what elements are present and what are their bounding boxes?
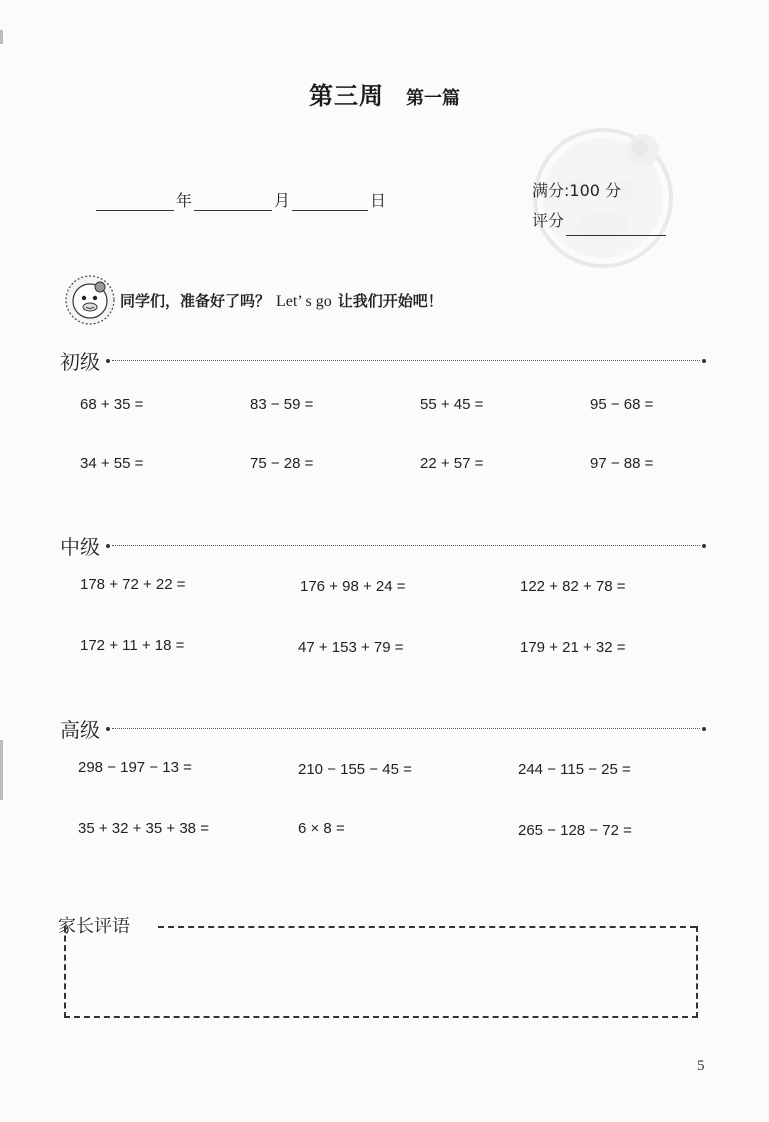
dotted-rule (112, 545, 700, 546)
section-subtitle: 第一篇 (406, 88, 460, 109)
date-row (96, 188, 388, 211)
problem: 55 + 45 = (420, 396, 484, 413)
week-title: 第三周 (309, 82, 384, 110)
problem: 22 + 57 = (420, 455, 484, 472)
problem: 244 − 115 − 25 = (518, 761, 631, 778)
problem: 172 + 11 + 18 = (80, 637, 185, 654)
bullet-dot (106, 727, 110, 731)
problem: 210 − 155 − 45 = (298, 761, 412, 778)
problem: 83 − 59 = (250, 396, 314, 413)
bullet-dot (106, 359, 110, 363)
year-label: 年 (176, 191, 193, 210)
bullet-dot (702, 359, 706, 363)
page-number: 5 (697, 1058, 705, 1074)
score-block (532, 176, 666, 236)
year-blank[interactable] (96, 192, 174, 211)
problem: 298 − 197 − 13 = (78, 759, 192, 776)
problem: 68 + 35 = (80, 396, 144, 413)
problem: 176 + 98 + 24 = (300, 578, 406, 595)
parent-comment-box[interactable] (64, 926, 698, 1018)
intro-text (120, 290, 443, 311)
grade-blank[interactable] (566, 217, 666, 236)
intro-part2: 让我们开始吧！ (337, 291, 443, 310)
day-label: 日 (370, 191, 387, 210)
problem: 47 + 153 + 79 = (298, 639, 404, 656)
month-label: 月 (274, 191, 291, 210)
problem: 75 − 28 = (250, 455, 314, 472)
problem: 35 + 32 + 35 + 38 = (78, 820, 209, 837)
full-score-label: 满分:100 分 (532, 181, 622, 200)
problem: 265 − 128 − 72 = (518, 822, 632, 839)
problem: 6 × 8 = (298, 820, 345, 837)
section-label: 中级 (60, 535, 100, 559)
scan-edge-mark (0, 740, 3, 800)
grade-label: 评分 (532, 211, 565, 230)
month-blank[interactable] (194, 192, 272, 211)
section-header-advanced (60, 714, 706, 743)
dotted-rule (112, 728, 700, 729)
bullet-dot (106, 544, 110, 548)
section-label: 高级 (60, 718, 100, 742)
problem: 179 + 21 + 32 = (520, 639, 626, 656)
section-header-intermediate (60, 531, 706, 560)
parent-comment-label: 家长评语 (58, 916, 130, 937)
problem: 34 + 55 = (80, 455, 144, 472)
problem: 178 + 72 + 22 = (80, 576, 186, 593)
section-header-beginner (60, 346, 706, 375)
bullet-dot (702, 544, 706, 548)
intro-part1: 同学们，准备好了吗？ (120, 291, 271, 310)
scan-edge-mark (0, 30, 3, 44)
page-title (0, 76, 769, 111)
problem: 95 − 68 = (590, 396, 654, 413)
intro-banner (64, 274, 443, 326)
problem: 97 − 88 = (590, 455, 654, 472)
dotted-rule (112, 360, 700, 361)
grade-row (532, 206, 666, 236)
problem: 122 + 82 + 78 = (520, 578, 626, 595)
day-blank[interactable] (292, 192, 368, 211)
intro-lets-go: Let’ s go (276, 292, 332, 310)
section-label: 初级 (60, 350, 100, 374)
mascot-icon (64, 274, 116, 326)
bullet-dot (702, 727, 706, 731)
